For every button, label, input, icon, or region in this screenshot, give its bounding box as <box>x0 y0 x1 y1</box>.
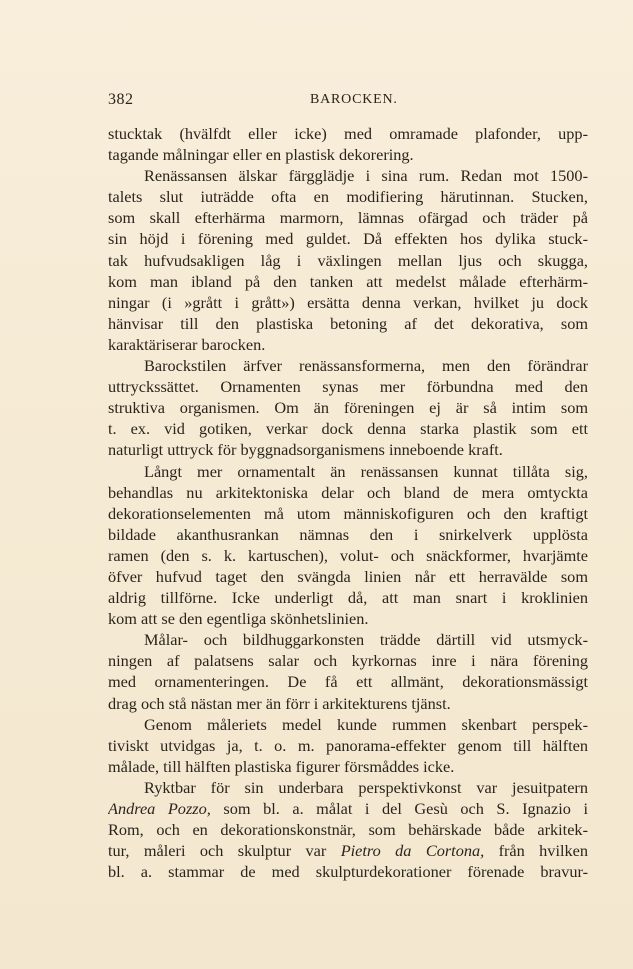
artist-name-cortona: Pietro da Cortona, <box>340 841 485 861</box>
text-line: uttryckssättet. Ornamenten synas mer förbundna med den <box>108 377 588 397</box>
text-line: Barockstilen ärfver renässansformerna, men den förändrar <box>144 356 588 376</box>
text-fragment: tur, måleri och skulptur var <box>108 841 341 861</box>
text-line: struktiva organismen. Om än föreningen ej är så intim som <box>108 398 588 418</box>
text-line: kom att se den egentliga skönhetslinien. <box>108 609 369 629</box>
text-line-cortona <box>108 840 588 861</box>
text-line: naturligt uttryck för byggnadsorganismens inneboende kraft. <box>108 440 503 460</box>
text-line: som skall efterhärma marmorn, lämnas ofärgad och träder på <box>108 208 588 228</box>
page-header <box>108 91 588 115</box>
text-line: ramen (den s. k. kartuschen), volut- och snäckformer, hvarjämte <box>108 545 588 565</box>
text-line: dekorationselementen må utom människofiguren och den kraftigt <box>108 503 588 523</box>
text-line: Målar- och bildhuggarkonsten trädde därtill vid utsmyck- <box>144 630 588 650</box>
text-line-pozzo <box>108 798 588 819</box>
text-line: bildade akanthusrankan nämnas den i snirkelverk upplösta <box>108 524 588 544</box>
text-line: behandlas nu arkitektoniska delar och bland de mera omtyckta <box>108 482 588 502</box>
text-fragment: från hvilken <box>484 841 588 861</box>
text-line: ningen af palatsens salar och kyrkornas inre i nära förening <box>108 651 588 671</box>
text-line: stucktak (hvälfdt eller icke) med omramade plafonder, upp- <box>108 124 588 143</box>
text-line: med ornamenteringen. De få ett allmänt, dekorationsmässigt <box>108 672 588 692</box>
text-line: talets slut iuträdde ofta en modifiering härutinnan. Stucken, <box>108 187 588 207</box>
text-line: Rom, och en dekorationskonstnär, som behärskade både arkitek- <box>108 820 588 840</box>
text-line: aldrig tillförne. Icke underligt då, att man snart i kroklinien <box>108 588 588 608</box>
text-line: karaktäriserar barocken. <box>108 334 266 354</box>
text-fragment: som bl. a. målat i del Gesù och S. Ignazio i <box>210 799 588 818</box>
text-line: drag och stå nästan mer än förr i arkitekturens tjänst. <box>108 693 451 713</box>
text-line: hänvisar till den plastiska betoning af det dekorativa, som <box>108 313 588 333</box>
text-line: tiviskt utvidgas ja, t. o. m. panorama-effekter genom till hälften <box>108 735 588 755</box>
text-line: målade, till hälften plastiska figurer försmåddes icke. <box>108 756 455 776</box>
text-line: tak hufvudsakligen låg i växlingen mellan ljus och skugga, <box>108 250 588 270</box>
page-number: 382 <box>108 91 134 108</box>
text-line: öfver hufvud taget den svängda linien når ett herravälde som <box>108 566 588 586</box>
text-line: tagande målningar eller en plastisk dekorering. <box>108 145 414 165</box>
text-line: sin höjd i förening med guldet. Då effekten hos dylika stuck- <box>108 229 588 249</box>
running-title: BAROCKEN. <box>310 92 398 107</box>
artist-name-pozzo: Andrea Pozzo, <box>108 799 211 818</box>
text-line: Renässansen älskar färgglädje i sina rum. Redan mot 1500- <box>144 166 588 186</box>
text-line: Genom måleriets medel kunde rummen skenbart perspek- <box>144 714 588 734</box>
text-line: bl. a. stammar de med skulpturdekorationer förenade bravur- <box>108 862 588 882</box>
text-line: ningar (i »grått i grått») ersätta denna verkan, hvilket ju dock <box>108 292 588 312</box>
text-line: Ryktbar för sin underbara perspektivkonst var jesuitpatern <box>144 777 588 797</box>
text-line: t. ex. vid gotiken, verkar dock denna starka plastik som ett <box>108 419 588 439</box>
text-line: Långt mer ornamentalt än renässansen kunnat tillåta sig, <box>144 461 588 481</box>
body-text <box>108 123 588 882</box>
text-line: kom man ibland på den tanken att medelst målade efterhärm- <box>108 271 588 291</box>
